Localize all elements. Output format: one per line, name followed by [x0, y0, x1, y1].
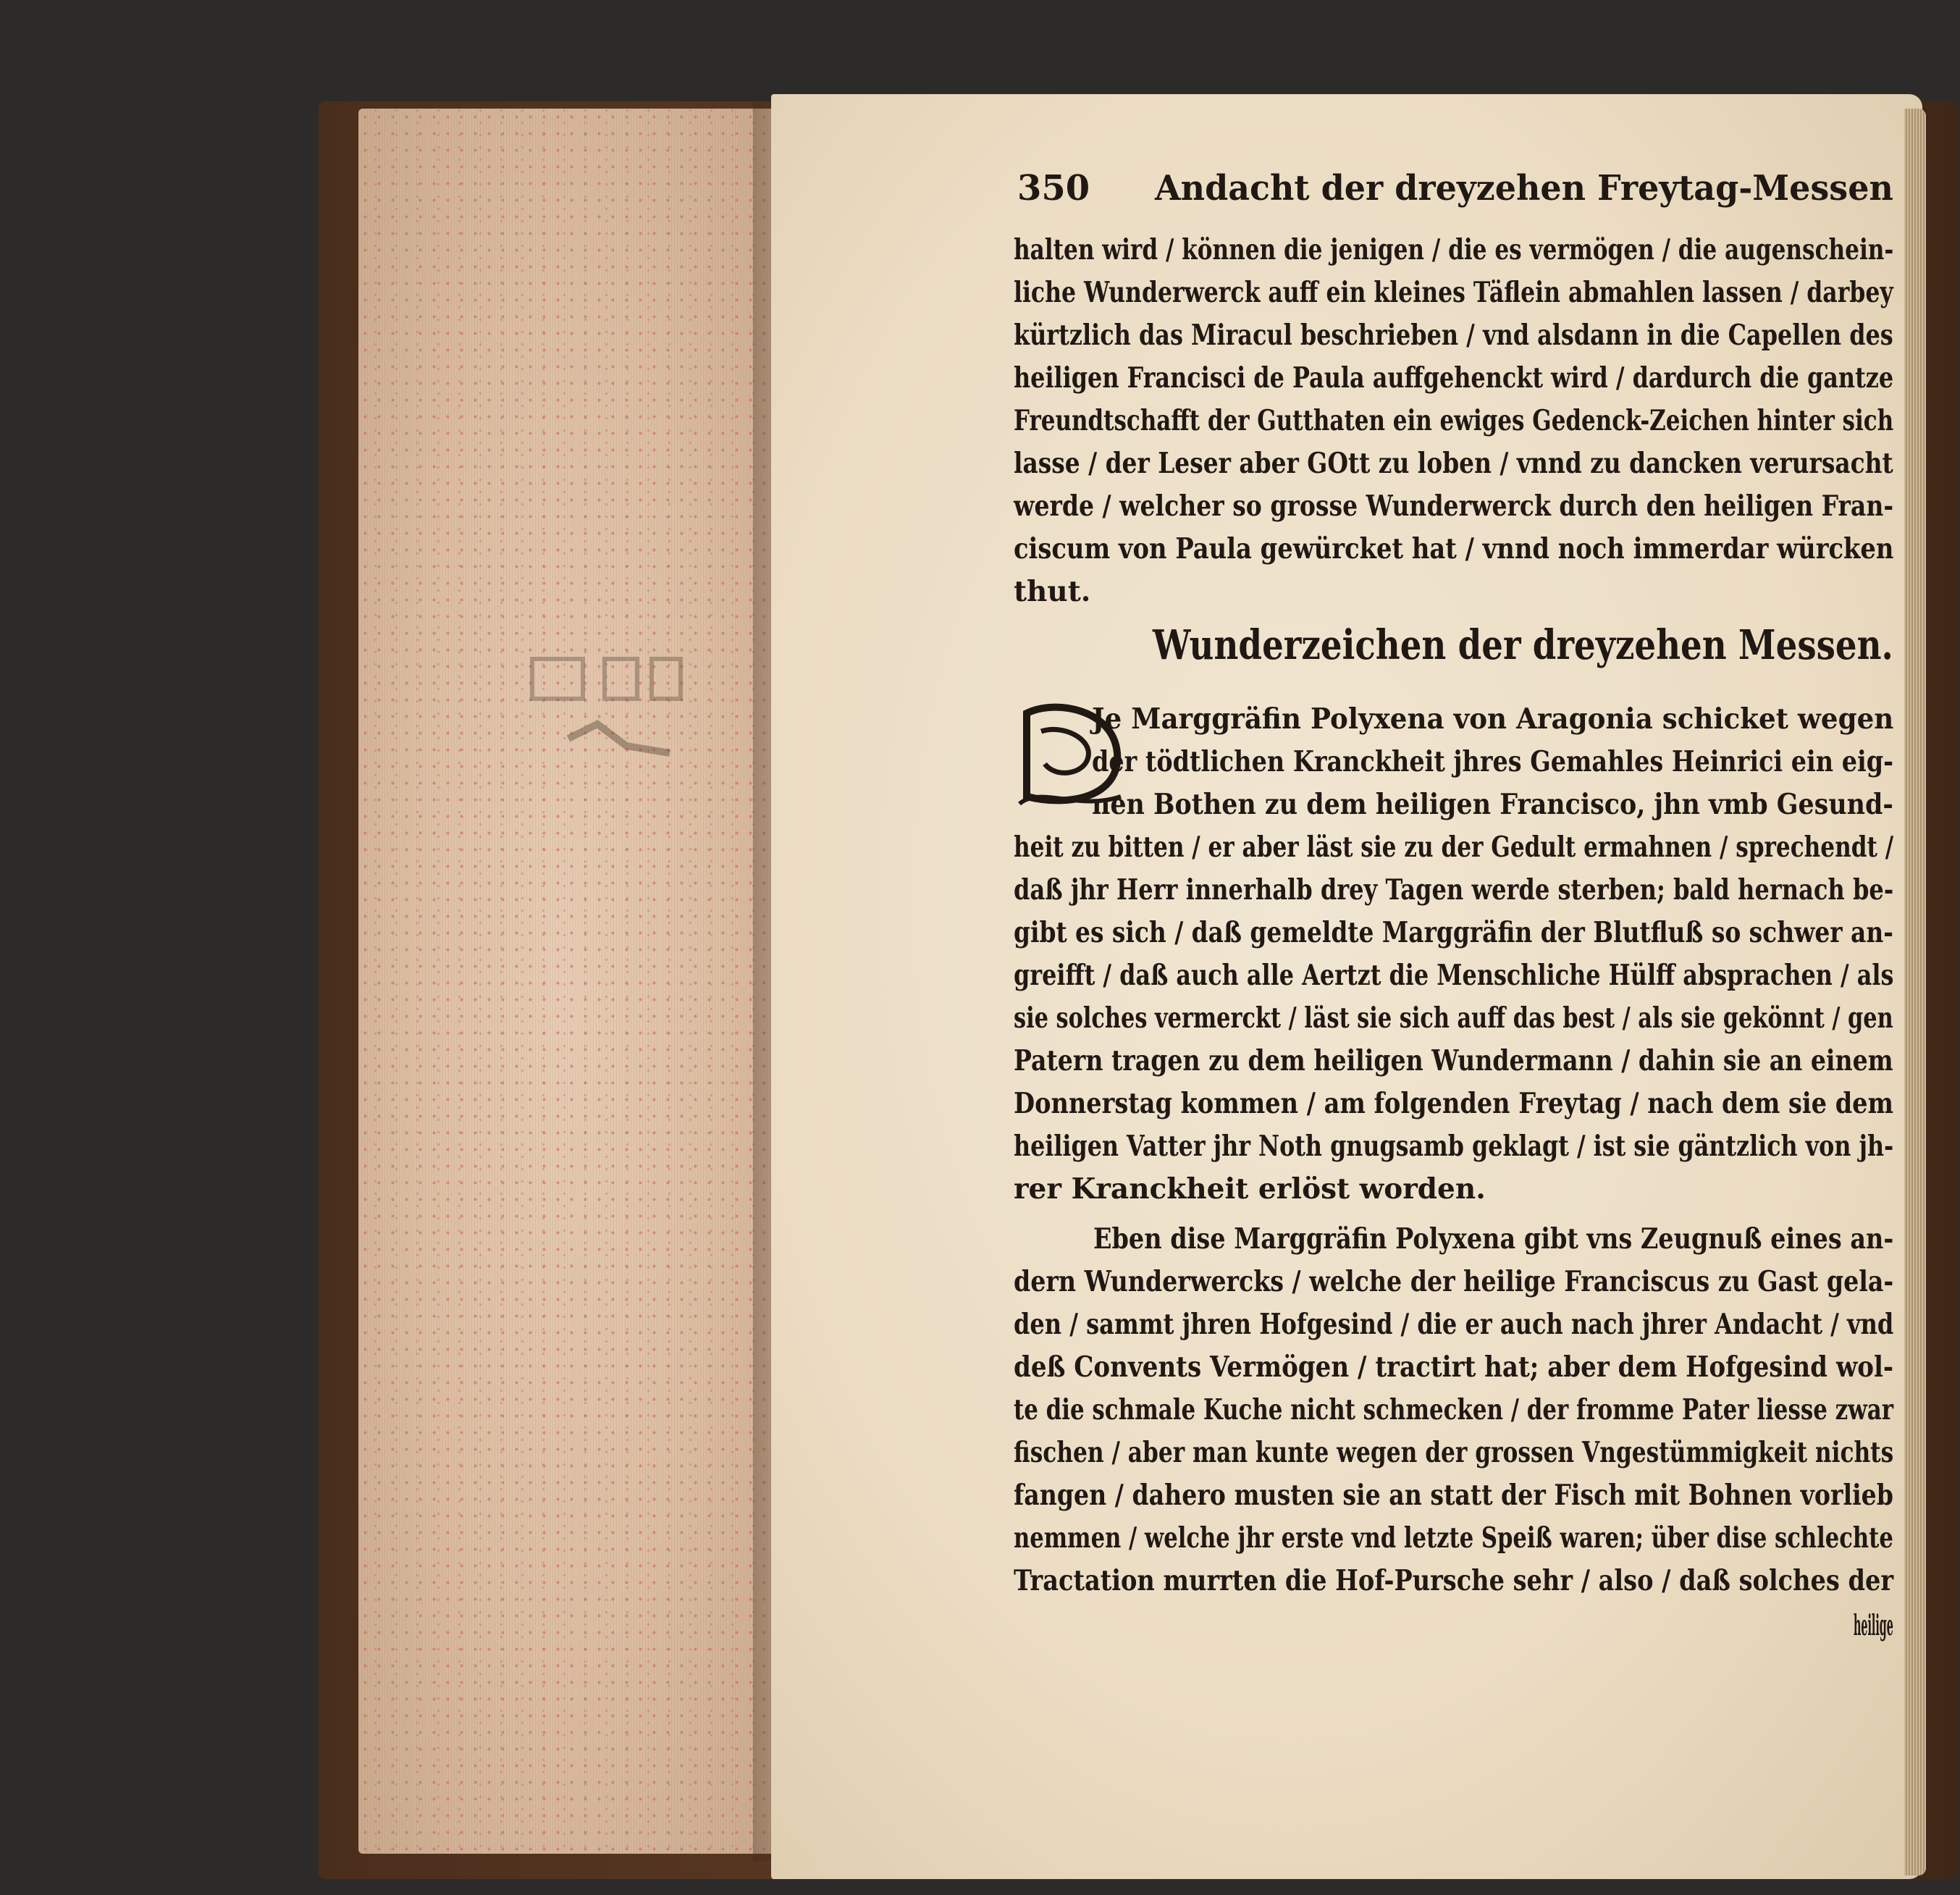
text-line: Tractation murrten die Hof-Pursche sehr / also / daß solches der: [1014, 1564, 1894, 1597]
text-line: nen Bothen zu dem heiligen Francisco, jhn vmb Gesund-: [1092, 788, 1893, 821]
edge-ink-mark: [525, 652, 699, 768]
text-line: heiligen Vatter jhr Noth gnugsamb geklagt / ist sie gäntzlich von jh-: [1014, 1130, 1894, 1163]
text-line: nemmen / welche jhr erste vnd letzte Speiß waren; über dise schlechte: [1014, 1521, 1893, 1555]
text-line: Eben dise Marggräfin Polyxena gibt vns Zeugnuß eines an-: [1093, 1222, 1894, 1256]
text-line: liche Wunderwerck auff ein kleines Täflein abmahlen lassen / darbey: [1014, 276, 1893, 309]
text-line: thut.: [1014, 575, 1091, 608]
text-line: sie solches vermerckt / läst sie sich auff das best / als sie gekönnt / gen: [1014, 1001, 1893, 1035]
facing-page-edge: [1904, 109, 1926, 1875]
text-line: Je Marggräfin Polyxena von Aragonia schicket wegen: [1092, 702, 1894, 736]
text-line: der tödtlichen Kranckheit jhres Gemahles Heinrici ein eig-: [1092, 745, 1893, 778]
text-line: dern Wunderwercks / welche der heilige Franciscus zu Gast gela-: [1014, 1265, 1894, 1298]
text-line: greifft / daß auch alle Aertzt die Menschliche Hülff absprachen / als: [1014, 959, 1894, 992]
text-line: den / sammt jhren Hofgesind / die er auch nach jhrer Andacht / vnd: [1014, 1308, 1894, 1341]
text-line: halten wird / können die jenigen / die es vermögen / die augenschein-: [1014, 233, 1894, 266]
page-block-edge: [358, 109, 771, 1854]
text-line: Donnerstag kommen / am folgenden Freytag / nach dem sie dem: [1014, 1087, 1894, 1120]
text-line: fischen / aber man kunte wegen der grossen Vngestümmigkeit nichts: [1014, 1436, 1894, 1469]
text-line: Patern tragen zu dem heiligen Wundermann / dahin sie an einem: [1014, 1044, 1893, 1077]
text-line: heit zu bitten / er aber läst sie zu der Gedult ermahnen / sprechendt /: [1014, 831, 1894, 864]
text-line: werde / welcher so grosse Wunderwerck durch den heiligen Fran-: [1014, 489, 1894, 523]
text-line: lasse / der Leser aber GOtt zu loben / vnnd zu dancken verursacht: [1014, 447, 1893, 480]
text-line: fangen / dahero musten sie an statt der Fisch mit Bohnen vorlieb: [1014, 1479, 1893, 1512]
text-line: ciscum von Paula gewürcket hat / vnnd noch immerdar würcken: [1014, 532, 1894, 566]
catchword: heilige: [1854, 1609, 1893, 1642]
text-line: te die schmale Kuche nicht schmecken / der fromme Pater liesse zwar: [1014, 1393, 1894, 1426]
page-number: 350: [1017, 168, 1090, 209]
running-head: Andacht der dreyzehen Freytag-Messen: [1155, 168, 1893, 209]
text-line: gibt es sich / daß gemeldte Marggräfin der Blutfluß so schwer an-: [1014, 916, 1893, 949]
text-line: Freundtschafft der Gutthaten ein ewiges Gedenck-Zeichen hinter sich: [1014, 404, 1894, 437]
text-line: rer Kranckheit erlöst worden.: [1014, 1172, 1486, 1206]
text-line: heiligen Francisci de Paula auffgehenckt wird / dardurch die gantze: [1014, 361, 1894, 395]
text-line: kürtzlich das Miracul beschrieben / vnd alsdann in die Capellen des: [1014, 319, 1893, 352]
section-heading: Wunderzeichen der dreyzehen Messen.: [1153, 621, 1893, 669]
red-speckled-edge: [358, 109, 771, 1854]
text-line: deß Convents Vermögen / tractirt hat; aber dem Hofgesind wol-: [1014, 1350, 1894, 1384]
text-line: daß jhr Herr innerhalb drey Tagen werde sterben; bald hernach be-: [1014, 873, 1894, 907]
